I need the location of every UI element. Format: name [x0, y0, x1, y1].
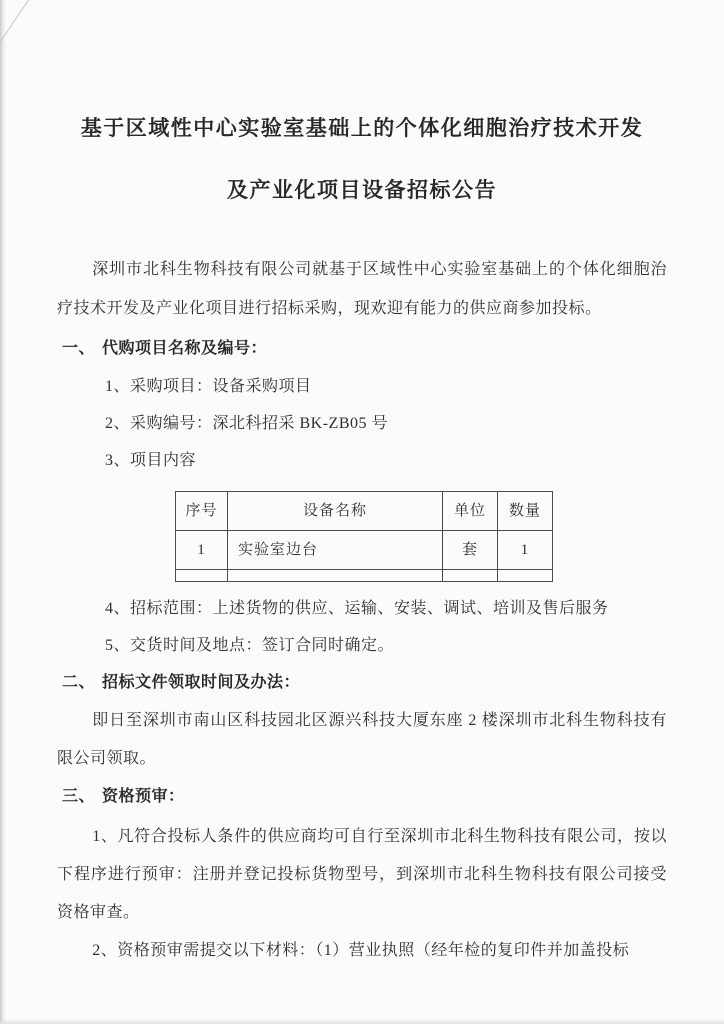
section-1-heading [62, 330, 667, 368]
section-1-title: 代购项目名称及编号： [102, 340, 268, 357]
section-2-body: 即日至深圳市南山区科技园北区源兴科技大厦东座 2 楼深圳市北科生物科技有限公司领取。 [57, 712, 667, 767]
section-3-paragraph-2: 2、资格预审需提交以下材料：（1）营业执照（经年检的复印件并加盖投标 [92, 942, 630, 959]
equipment-table [175, 491, 553, 582]
section-3-paragraph-1: 1、凡符合投标人条件的供应商均可自行至深圳市北科生物科技有限公司，按以下程序进行预审：注册并登记投标货物型号，到深圳市北科生物科技有限公司接受资格审查。 [57, 828, 667, 921]
table-header-name: 设备名称 [228, 492, 443, 531]
table-header-qty: 数量 [498, 492, 553, 531]
equipment-table-row [176, 531, 553, 570]
table-header-seq: 序号 [176, 492, 228, 531]
section-1-item-5: 5、交货时间及地点：签订合同时确定。 [105, 637, 395, 654]
section-1-item-1: 1、采购项目：设备采购项目 [105, 378, 312, 395]
table-cell-name: 实验室边台 [228, 531, 443, 570]
section-1-item-2: 2、采购编号：深北科招采 BK-ZB05 号 [105, 415, 389, 432]
scan-edge-bottom [0, 1019, 724, 1024]
section-1-item-4: 4、招标范围：上述货物的供应、运输、安装、调试、培训及售后服务 [105, 600, 609, 617]
section-2-number: 二、 [62, 674, 96, 691]
equipment-table-empty-row [176, 570, 553, 582]
table-header-unit: 单位 [443, 492, 498, 531]
document-title-line2: 及产业化项目设备招标公告 [227, 178, 497, 202]
section-2-title: 招标文件领取时间及办法： [102, 674, 301, 691]
intro-paragraph: 深圳市北科生物科技有限公司就基于区域性中心实验室基础上的个体化细胞治疗技术开发及产业化项目进行招标采购，现欢迎有能力的供应商参加投标。 [57, 261, 667, 317]
section-2-heading [62, 664, 667, 702]
equipment-table-header-row [176, 492, 553, 531]
section-1-item-3: 3、项目内容 [105, 452, 197, 469]
table-cell-unit: 套 [443, 531, 498, 570]
document-title-line1: 基于区域性中心实验室基础上的个体化细胞治疗技术开发 [80, 116, 644, 140]
table-cell-qty: 1 [498, 531, 553, 570]
scan-edge-left [0, 0, 6, 1024]
section-3-heading [62, 778, 667, 816]
section-3-number: 三、 [62, 788, 96, 805]
table-cell-seq: 1 [176, 531, 228, 570]
section-3-title: 资格预审： [102, 788, 185, 805]
section-1-number: 一、 [62, 340, 96, 357]
